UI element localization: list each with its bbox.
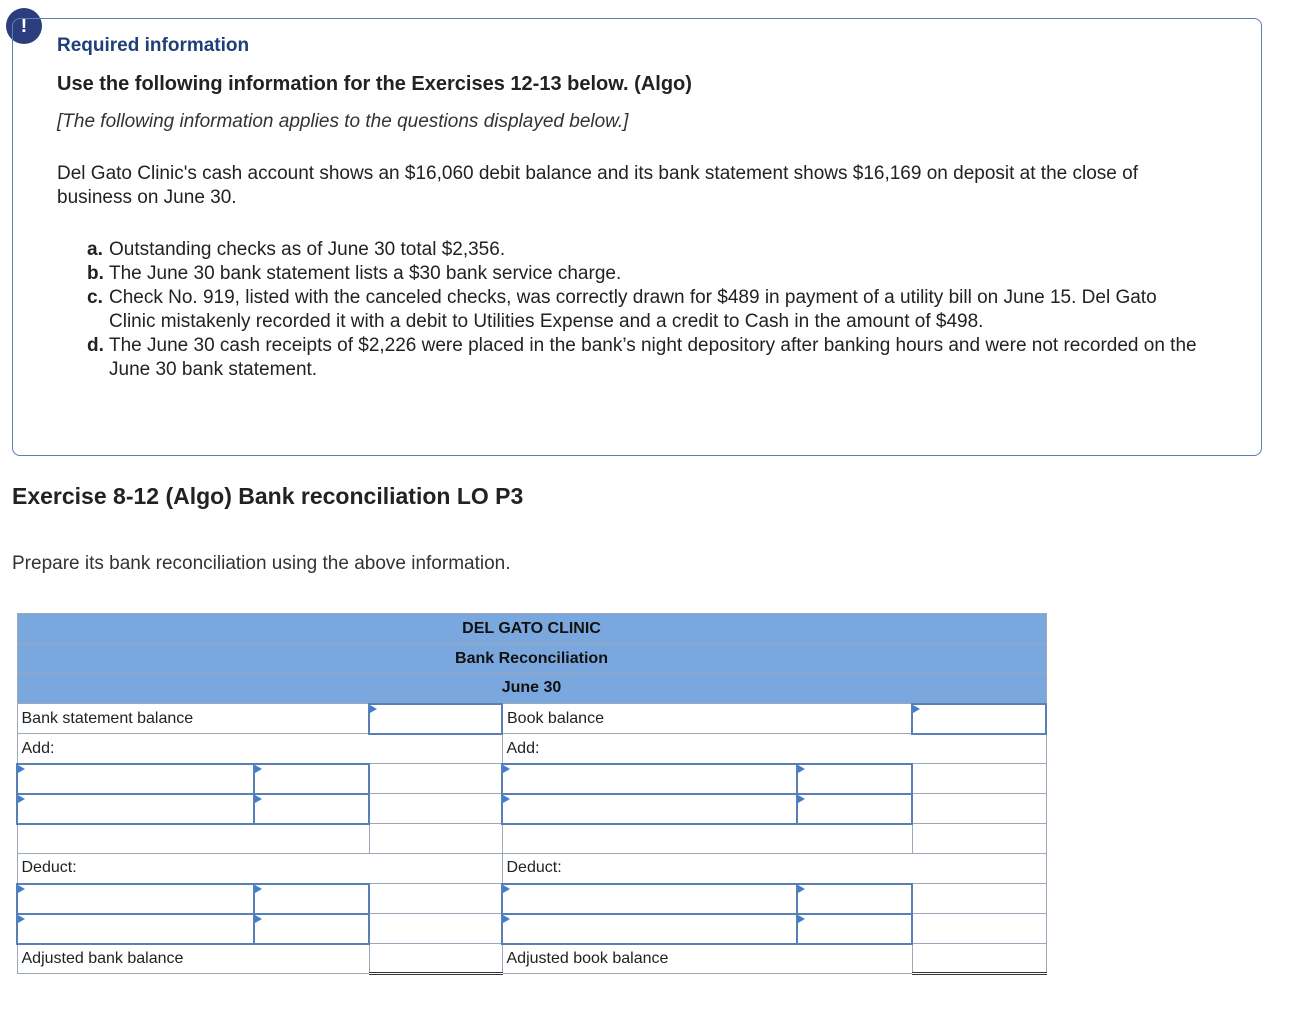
book-add-amt-cell bbox=[797, 764, 912, 794]
empty-cell bbox=[369, 794, 502, 824]
book-deduct-desc-cell bbox=[502, 914, 797, 944]
book-add-amount-input[interactable] bbox=[802, 795, 907, 823]
bank-deduct-amount-input[interactable] bbox=[259, 885, 364, 913]
bank-add-label: Add: bbox=[17, 734, 502, 764]
empty-cell bbox=[502, 824, 912, 854]
header-statement-row bbox=[17, 644, 1046, 674]
bank-add-amount-input[interactable] bbox=[259, 765, 364, 793]
bank-add-amt-cell bbox=[254, 764, 369, 794]
empty-cell bbox=[912, 914, 1046, 944]
subtotal-row bbox=[17, 824, 1046, 854]
item-label: b. bbox=[87, 263, 104, 284]
info-applies-note: [The following information applies to the questions displayed below.] bbox=[57, 111, 629, 132]
header-company-row bbox=[17, 614, 1046, 644]
book-deduct-amount-input[interactable] bbox=[802, 915, 907, 943]
adjusted-book-label: Adjusted book balance bbox=[502, 944, 912, 974]
info-item-b bbox=[87, 262, 1207, 286]
book-deduct-amt-cell bbox=[797, 914, 912, 944]
empty-cell bbox=[912, 884, 1046, 914]
info-item-a bbox=[87, 238, 1207, 262]
info-heading: Use the following information for the Exercises 12-13 below. (Algo) bbox=[57, 73, 692, 95]
balance-row bbox=[17, 704, 1046, 734]
bank-balance-input[interactable] bbox=[374, 705, 497, 733]
company-name: DEL GATO CLINIC bbox=[17, 614, 1046, 644]
book-deduct-amount-input[interactable] bbox=[802, 885, 907, 913]
bank-add-desc-input[interactable] bbox=[22, 765, 249, 793]
empty-cell bbox=[369, 884, 502, 914]
exercise-prompt: Prepare its bank reconciliation using the above information. bbox=[12, 553, 511, 574]
add-label-row bbox=[17, 734, 1046, 764]
adjusted-bank-label: Adjusted bank balance bbox=[17, 944, 369, 974]
book-deduct-amt-cell bbox=[797, 884, 912, 914]
bank-deduct-desc-cell bbox=[17, 914, 254, 944]
book-add-amt-cell bbox=[797, 794, 912, 824]
alert-icon: ! bbox=[6, 8, 42, 44]
book-deduct-desc-cell bbox=[502, 884, 797, 914]
bank-deduct-desc-input[interactable] bbox=[22, 915, 249, 943]
empty-cell bbox=[369, 764, 502, 794]
book-add-desc-cell bbox=[502, 794, 797, 824]
bank-subtotal-cell bbox=[369, 824, 502, 854]
item-label: d. bbox=[87, 335, 104, 356]
book-deduct-label: Deduct: bbox=[502, 854, 1046, 884]
info-intro: Del Gato Clinic's cash account shows an $16,060 debit balance and its bank statement shows $16,169 on deposit at the close of business on June 30. bbox=[57, 163, 1138, 208]
empty-cell bbox=[912, 794, 1046, 824]
bank-add-amount-input[interactable] bbox=[259, 795, 364, 823]
add-entry-row bbox=[17, 764, 1046, 794]
item-label: a. bbox=[87, 239, 103, 260]
required-info-title: Required information bbox=[57, 35, 250, 56]
book-balance-input[interactable] bbox=[917, 705, 1041, 733]
bank-deduct-amt-cell bbox=[254, 884, 369, 914]
empty-cell bbox=[912, 764, 1046, 794]
book-add-label: Add: bbox=[502, 734, 1046, 764]
adjusted-bank-total-cell bbox=[369, 944, 502, 974]
book-balance-label: Book balance bbox=[502, 704, 912, 734]
info-item-c bbox=[87, 286, 1207, 334]
book-add-desc-cell bbox=[502, 764, 797, 794]
book-deduct-desc-input[interactable] bbox=[507, 885, 792, 913]
bank-reconciliation-table bbox=[16, 613, 1047, 975]
bank-add-desc-input[interactable] bbox=[22, 795, 249, 823]
bank-add-desc-cell bbox=[17, 794, 254, 824]
info-items-list bbox=[87, 238, 1207, 382]
book-balance-cell bbox=[912, 704, 1046, 734]
book-add-desc-input[interactable] bbox=[507, 765, 792, 793]
bank-deduct-amount-input[interactable] bbox=[259, 915, 364, 943]
bank-balance-cell bbox=[369, 704, 502, 734]
info-item-d bbox=[87, 334, 1207, 382]
deduct-label-row bbox=[17, 854, 1046, 884]
book-add-amount-input[interactable] bbox=[802, 765, 907, 793]
adjusted-book-total-cell bbox=[912, 944, 1046, 974]
bank-add-amt-cell bbox=[254, 794, 369, 824]
bank-deduct-amt-cell bbox=[254, 914, 369, 944]
bank-balance-label: Bank statement balance bbox=[17, 704, 369, 734]
item-text: Check No. 919, listed with the canceled checks, was correctly drawn for $489 in payment of a utility bill on June 15. Del Gato Clinic mistakenly recorded it with a debit to Utilities Expense and a credit to Cash in the amount of $498. bbox=[109, 287, 1157, 332]
deduct-entry-row bbox=[17, 884, 1046, 914]
item-text: The June 30 bank statement lists a $30 bank service charge. bbox=[109, 263, 622, 284]
empty-cell bbox=[369, 914, 502, 944]
book-deduct-desc-input[interactable] bbox=[507, 915, 792, 943]
deduct-entry-row bbox=[17, 914, 1046, 944]
item-text: Outstanding checks as of June 30 total $2,356. bbox=[109, 239, 506, 260]
bank-deduct-desc-input[interactable] bbox=[22, 885, 249, 913]
header-date-row bbox=[17, 674, 1046, 704]
adjusted-balance-row bbox=[17, 944, 1046, 974]
bank-add-desc-cell bbox=[17, 764, 254, 794]
add-entry-row bbox=[17, 794, 1046, 824]
empty-cell bbox=[17, 824, 369, 854]
bank-deduct-label: Deduct: bbox=[17, 854, 502, 884]
exercise-title: Exercise 8-12 (Algo) Bank reconciliation LO P3 bbox=[12, 483, 524, 509]
statement-name: Bank Reconciliation bbox=[17, 644, 1046, 674]
book-add-desc-input[interactable] bbox=[507, 795, 792, 823]
bank-deduct-desc-cell bbox=[17, 884, 254, 914]
statement-date: June 30 bbox=[17, 674, 1046, 704]
item-text: The June 30 cash receipts of $2,226 were placed in the bank’s night depository after banking hours and were not recorded on the June 30 bank statement. bbox=[109, 335, 1197, 380]
book-subtotal-cell bbox=[912, 824, 1046, 854]
item-label: c. bbox=[87, 287, 103, 308]
